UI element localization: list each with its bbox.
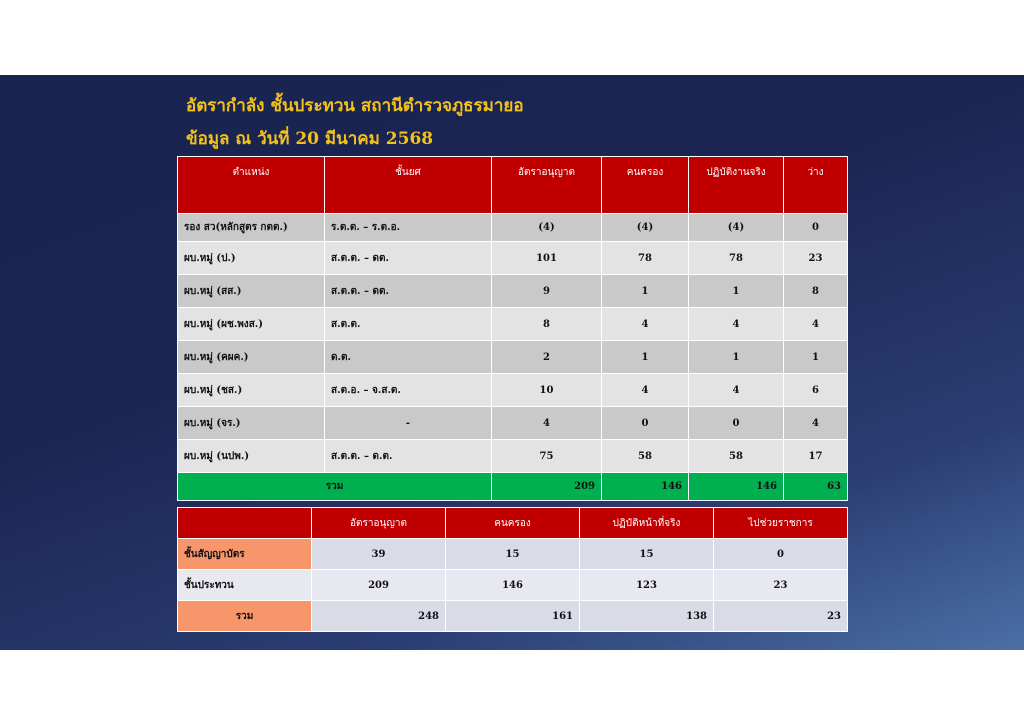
cell-position: ผบ.หมู่ (นปพ.) [178,440,325,473]
summary-occupied: 15 [446,539,580,570]
summary-total-label: รวม [178,601,312,632]
cell-occupied: 1 [602,341,689,374]
cell-vacant: 23 [784,242,848,275]
cell-occupied: (4) [602,214,689,242]
cell-actual-duty: 1 [689,275,784,308]
cell-position: ผบ.หมู่ (สส.) [178,275,325,308]
cell-rank: ส.ต.อ. – จ.ส.ต. [325,374,492,407]
total-actual-duty: 146 [689,473,784,501]
cell-vacant: 1 [784,341,848,374]
cell-position: รอง สว(หลักสูตร กตต.) [178,214,325,242]
total-vacant: 63 [784,473,848,501]
cell-rank: ส.ต.ต. – ดต. [325,242,492,275]
cell-rank: ส.ต.ต. – ด.ต. [325,440,492,473]
summary-header-occupied: คนครอง [446,508,580,539]
summary-header-row [178,508,848,539]
cell-authorized: 101 [492,242,602,275]
cell-authorized: 9 [492,275,602,308]
summary-seconded: 0 [714,539,848,570]
total-occupied: 146 [602,473,689,501]
summary-header-seconded: ไปช่วยราชการ [714,508,848,539]
table-row [178,374,848,407]
cell-rank: ร.ต.ต. – ร.ต.อ. [325,214,492,242]
table-header-row [178,157,848,214]
table-row [178,308,848,341]
cell-occupied: 1 [602,275,689,308]
cell-vacant: 8 [784,275,848,308]
summary-table [177,507,848,632]
cell-vacant: 4 [784,407,848,440]
cell-actual-duty: 0 [689,407,784,440]
summary-total-seconded: 23 [714,601,848,632]
summary-row [178,539,848,570]
header-position: ตำแหน่ง [178,157,325,214]
cell-authorized: 75 [492,440,602,473]
cell-vacant: 4 [784,308,848,341]
cell-rank: ส.ต.ต. [325,308,492,341]
summary-label: ชั้นสัญญาบัตร [178,539,312,570]
summary-header-authorized: อัตราอนุญาต [312,508,446,539]
cell-authorized: (4) [492,214,602,242]
summary-label: ชั้นประทวน [178,570,312,601]
cell-position: ผบ.หมู่ (ผช.พงส.) [178,308,325,341]
cell-authorized: 4 [492,407,602,440]
summary-total-row [178,601,848,632]
header-vacant: ว่าง [784,157,848,214]
summary-row [178,570,848,601]
total-authorized: 209 [492,473,602,501]
summary-actual-duty: 15 [580,539,714,570]
table-row [178,275,848,308]
table-row [178,214,848,242]
cell-actual-duty: (4) [689,214,784,242]
summary-seconded: 23 [714,570,848,601]
slide-title: อัตรากำลัง ชั้นประทวน สถานีตำรวจภูธรมายอ [186,96,524,116]
cell-actual-duty: 4 [689,308,784,341]
header-rank: ชั้นยศ [325,157,492,214]
cell-actual-duty: 4 [689,374,784,407]
cell-occupied: 4 [602,308,689,341]
cell-position: ผบ.หมู่ (คผค.) [178,341,325,374]
cell-vacant: 6 [784,374,848,407]
total-label: รวม [178,473,492,501]
table-row [178,242,848,275]
header-authorized: อัตราอนุญาต [492,157,602,214]
cell-occupied: 0 [602,407,689,440]
table-total-row [178,473,848,501]
cell-occupied: 58 [602,440,689,473]
summary-total-occupied: 161 [446,601,580,632]
table-row [178,407,848,440]
cell-position: ผบ.หมู่ (จร.) [178,407,325,440]
cell-vacant: 17 [784,440,848,473]
summary-actual-duty: 123 [580,570,714,601]
cell-rank: ส.ต.ต. – ดต. [325,275,492,308]
cell-position: ผบ.หมู่ (ป.) [178,242,325,275]
cell-actual-duty: 58 [689,440,784,473]
cell-position: ผบ.หมู่ (ชส.) [178,374,325,407]
summary-occupied: 146 [446,570,580,601]
slide-subtitle-date: ข้อมูล ณ วันที่ 20 มีนาคม 2568 [186,129,434,149]
cell-authorized: 2 [492,341,602,374]
cell-occupied: 4 [602,374,689,407]
table-row [178,440,848,473]
header-occupied: คนครอง [602,157,689,214]
cell-occupied: 78 [602,242,689,275]
cell-vacant: 0 [784,214,848,242]
cell-authorized: 8 [492,308,602,341]
cell-authorized: 10 [492,374,602,407]
cell-actual-duty: 78 [689,242,784,275]
cell-actual-duty: 1 [689,341,784,374]
summary-header-actual-duty: ปฏิบัติหน้าที่จริง [580,508,714,539]
summary-header-blank [178,508,312,539]
summary-authorized: 209 [312,570,446,601]
summary-total-actual-duty: 138 [580,601,714,632]
cell-rank: ด.ต. [325,341,492,374]
summary-total-authorized: 248 [312,601,446,632]
cell-rank: - [325,407,492,440]
header-actual-duty: ปฏิบัติงานจริง [689,157,784,214]
table-row [178,341,848,374]
manpower-table [177,156,848,501]
summary-authorized: 39 [312,539,446,570]
